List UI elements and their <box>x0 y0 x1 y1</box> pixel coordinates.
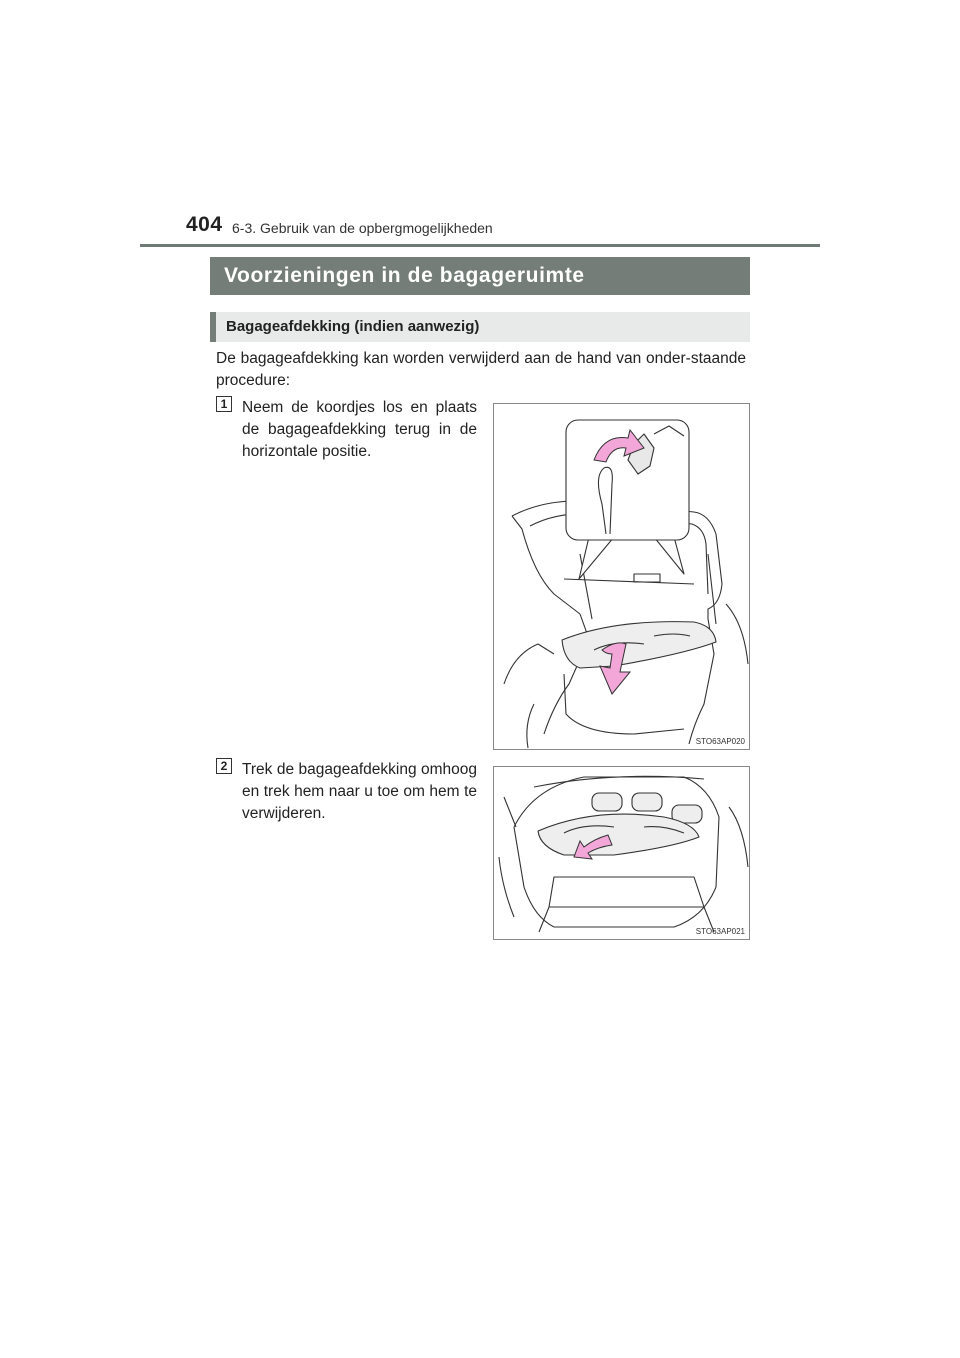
figure-2-illustration <box>494 767 749 939</box>
figure-2-code: STO63AP021 <box>695 927 745 936</box>
step-1-text: Neem de koordjes los en plaats de bagageafdekking terug in de horizontale positie. <box>242 399 477 460</box>
section-path: 6-3. Gebruik van de opbergmogelijkheden <box>232 220 493 236</box>
figure-1 <box>493 403 750 750</box>
step-2-number: 2 <box>216 758 232 774</box>
figure-2 <box>493 766 750 940</box>
step-1-number: 1 <box>216 396 232 412</box>
figure-1-illustration <box>494 404 749 749</box>
page-title: Voorzieningen in de bagageruimte <box>210 257 750 295</box>
step-2-text: Trek de bagageafdekking omhoog en trek hem naar u toe om hem te verwijderen. <box>242 761 477 822</box>
intro-text: De bagageafdekking kan worden verwijderd aan de hand van onder-staande procedure: <box>216 350 746 389</box>
header-rule <box>140 244 820 247</box>
subsection-title: Bagageafdekking (indien aanwezig) <box>210 312 750 342</box>
figure-1-code: STO63AP020 <box>695 737 745 746</box>
page-number: 404 <box>186 213 223 236</box>
